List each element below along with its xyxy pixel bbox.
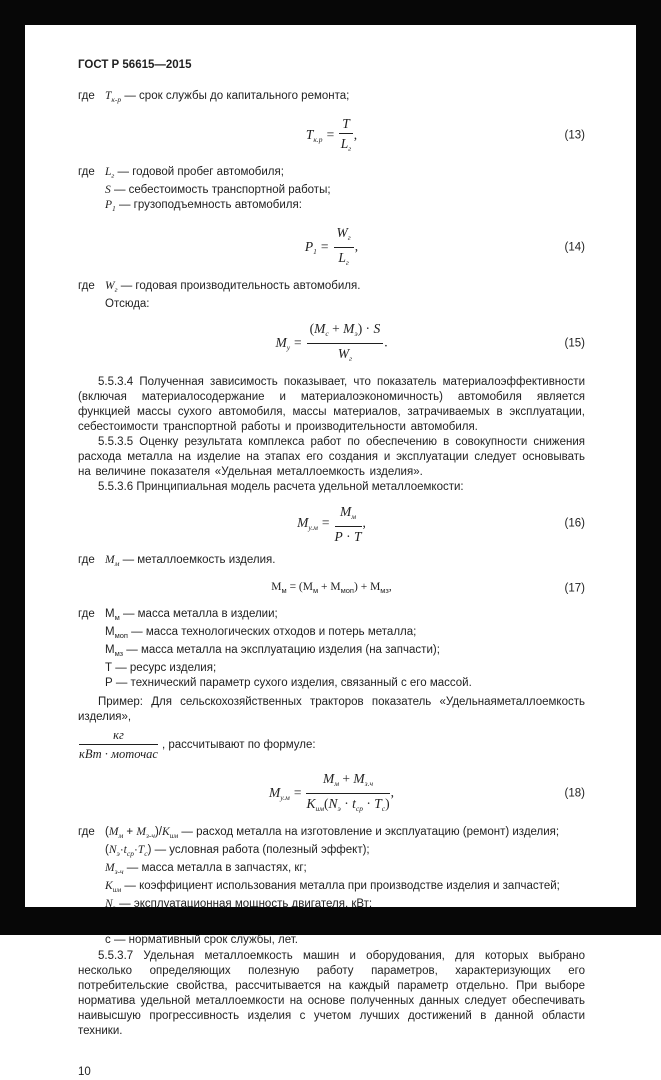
where-block-3	[78, 279, 585, 312]
units-fraction	[79, 728, 158, 762]
formula-lhs: $M_у$	[275, 334, 291, 352]
fraction	[339, 116, 353, 156]
definition-line: $(M_м + M_{з-ч})/K_{им}$ — расход металла на изготовление и эксплуатацию (ремонт) изделия;	[105, 826, 560, 840]
paragraph-5-5-3-4: 5.5.3.4 Полученная зависимость показывает, что показатель материалоэффективности (включая материалосодержание и материалоэкономичность) автомобиля является функцией массы сухого автомобиля, массы материалов, затрачиваемых в эксплуатации, себестоимости транспортной работы и производительности автомобиля.	[78, 376, 585, 433]
definition-line: $M_{з-ч}$ — масса металла в запчастях, кг;	[105, 862, 307, 876]
fraction-denominator: $K_{им}(N_э \cdot t_{ср} \cdot T_с)$	[306, 796, 390, 813]
definition-line: Р — технический параметр сухого изделия, связанный с его массой.	[105, 677, 472, 689]
formula-16	[78, 504, 585, 544]
formula-lhs: $M_{у.м}$	[297, 515, 318, 533]
definition-line: с — нормативный срок службы, лет.	[105, 934, 298, 946]
units-denominator: кВт · моточас	[79, 747, 158, 761]
where-label: где	[78, 90, 95, 102]
equation	[306, 116, 357, 156]
fraction-numerator: $W_г$	[334, 225, 354, 248]
definition-line: $T_{к-р}$ — срок службы до капитального ремонта;	[105, 90, 350, 104]
where-label: где	[78, 166, 95, 178]
definition-line: Отсюда:	[105, 298, 150, 310]
definition-line: Т — ресурс изделия;	[105, 662, 217, 674]
fraction	[335, 504, 362, 544]
equation	[275, 321, 387, 366]
where-block-1	[78, 89, 585, 107]
where-label: где	[78, 826, 95, 838]
units-tail: , рассчитывают по формуле:	[161, 738, 316, 751]
formula-18	[78, 771, 585, 816]
equals-sign: =	[320, 238, 329, 254]
equals-sign: =	[293, 784, 302, 800]
formula-tail: .	[384, 334, 388, 350]
fraction-numerator: $(M_с + M_э) \cdot S$	[307, 321, 384, 344]
where-label: где	[78, 280, 95, 292]
fraction-numerator: $M_м + M_{з.ч}$	[306, 771, 389, 794]
equals-sign: =	[294, 334, 302, 350]
formula-lhs: $M_{у.м}$	[269, 784, 290, 802]
fraction-numerator: T	[339, 116, 353, 134]
definition-line: $М_{моп}$ — масса технологических отходов и потерь металла;	[105, 626, 417, 640]
formula-lhs: $P_1$	[304, 238, 317, 256]
equation	[305, 225, 358, 270]
where-block-5	[78, 607, 585, 691]
formula-17	[78, 580, 585, 598]
where-label: где	[78, 608, 95, 620]
formula-number: (13)	[564, 129, 585, 142]
definition-line: $t_{ср}$ — средняя годовая наработка, моточасы/лет;	[105, 916, 363, 930]
definition-line: $N_э$ — эксплуатационная мощность двигателя, кВт;	[105, 898, 373, 912]
fraction-numerator: $M_м$	[335, 504, 362, 527]
formula-14	[78, 225, 585, 270]
formula-number: (14)	[564, 241, 585, 253]
where-block-4	[78, 553, 585, 571]
equation: $М_м = (М_м + М_{моп}) + М_{мз}$,	[271, 581, 392, 595]
standard-number-header: ГОСТ Р 56615—2015	[78, 59, 192, 71]
formula-number: (18)	[564, 787, 585, 799]
fraction-denominator: P · T	[334, 529, 362, 544]
definition-line: $М_м$ — масса металла в изделии;	[105, 608, 278, 622]
paragraph-5-5-3-7: 5.5.3.7 Удельная металлоемкость машин и оборудования, для которых выбрано несколько определяющих полезную работу параметров, характеризующих его потребительские свойства, рассчитывается на каждый параметр отдельно. При выборе норматива удельной металлоемкости на основе полученных данных следует обеспечивать наивысшую прогрессивность изделия с учетом лучших достижений в данной области техники.	[78, 950, 585, 1037]
formula-13	[78, 116, 585, 156]
where-block-6	[78, 825, 585, 948]
fraction	[334, 225, 354, 270]
paragraph-5-5-3-5: 5.5.3.5 Оценку результата комплекса работ по обеспечению в совокупности снижения расхода металла на изделие на этапах его создания и эксплуатации следует основывать на величине показателя «Удельная металлоемкость изделия».	[78, 436, 585, 478]
fraction-denominator: $L_г$	[340, 136, 352, 153]
equation	[297, 504, 366, 544]
units-line	[78, 728, 585, 762]
definition-line: $М_{мз}$ — масса металла на эксплуатацию изделия (на запчасти);	[105, 644, 440, 658]
equals-sign: =	[326, 127, 335, 143]
definition-line: $M_м$ — металлоемкость изделия.	[105, 554, 276, 568]
page-number: 10	[78, 1066, 91, 1078]
definition-line: $W_г$ — годовая производительность автомобиля.	[105, 280, 361, 294]
formula-lhs: $T_{к.р}$	[305, 127, 323, 145]
definition-line: S — себестоимость транспортной работы;	[105, 184, 331, 196]
definition-line: $L_г$ — годовой пробег автомобиля;	[105, 166, 284, 180]
document-page	[25, 25, 636, 1078]
fraction	[307, 321, 384, 366]
example-line: Пример: Для сельскохозяйственных тракторов показатель «Удельнаяметаллоемкость изделия»,	[78, 696, 585, 723]
formula-15	[78, 321, 585, 366]
definition-line: $P_1$ — грузоподъемность автомобиля:	[105, 199, 302, 213]
formula-number: (16)	[564, 517, 585, 530]
paragraph-5-5-3-6: 5.5.3.6 Принципиальная модель расчета удельной металлоемкости:	[98, 481, 464, 493]
equation	[269, 771, 394, 816]
definition-line: $K_{им}$ — коэффициент использования металла при производстве изделия и запчастей;	[105, 880, 560, 894]
formula-tail: ,	[353, 127, 358, 143]
where-label: где	[78, 554, 95, 566]
formula-tail: ,	[362, 515, 366, 531]
fraction-denominator: $L_г$	[338, 250, 349, 267]
formula-tail: ,	[390, 784, 394, 800]
formula-number: (17)	[564, 582, 585, 595]
units-numerator: кг	[79, 728, 158, 745]
formula-number: (15)	[564, 337, 585, 349]
fraction	[306, 771, 389, 816]
equals-sign: =	[321, 515, 330, 531]
definition-line: $(N_э\cdot t_{ср}\cdot T_с)$ — условная работа (полезный эффект);	[105, 844, 370, 858]
where-block-2	[78, 165, 585, 216]
formula-tail: ,	[354, 238, 359, 254]
fraction-denominator: $W_г$	[337, 346, 353, 363]
